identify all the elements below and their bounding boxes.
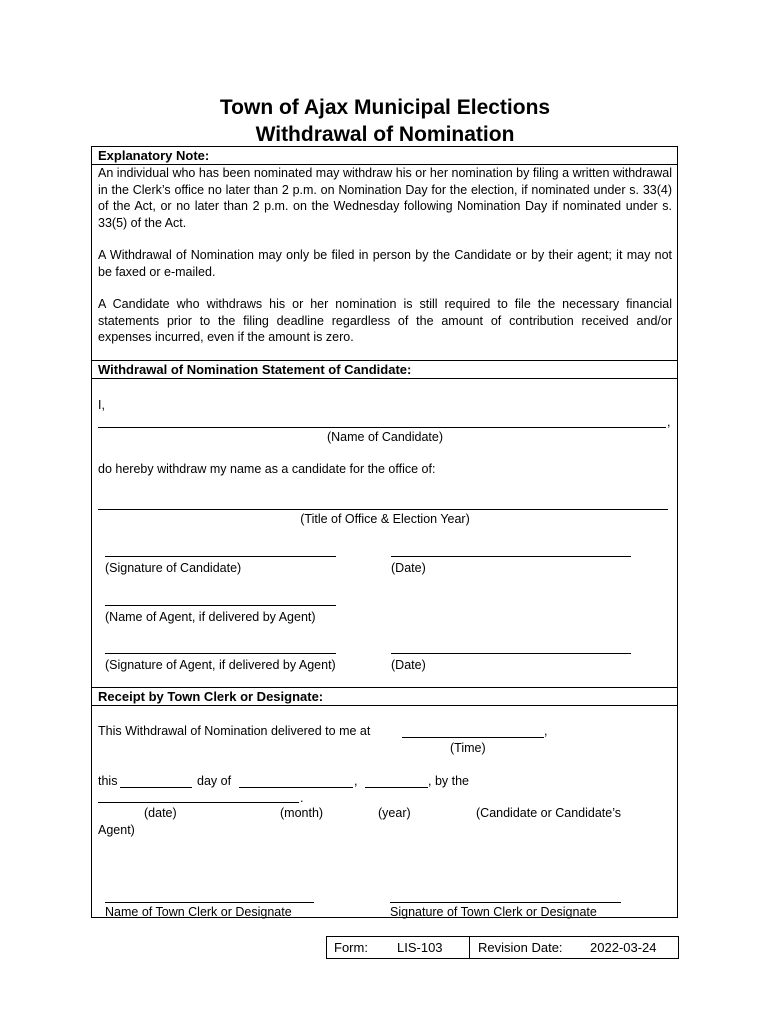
- year-caption: (year): [378, 806, 411, 820]
- agent-signature-caption: (Signature of Agent, if delivered by Agent): [105, 658, 336, 672]
- withdraw-text: do hereby withdraw my name as a candidate for the office of:: [98, 462, 436, 476]
- office-title-field[interactable]: [98, 509, 668, 510]
- month-comma: ,: [354, 774, 358, 788]
- form-number: LIS-103: [397, 940, 443, 955]
- form-container: [91, 146, 678, 918]
- candidate-date-field[interactable]: [391, 556, 631, 557]
- office-title-caption: (Title of Office & Election Year): [300, 512, 470, 526]
- explanatory-heading: Explanatory Note:: [92, 147, 677, 165]
- revision-date: 2022-03-24: [590, 940, 657, 955]
- candidate-date-caption: (Date): [391, 561, 426, 575]
- agent-signature-field[interactable]: [105, 653, 336, 654]
- delivered-by-field[interactable]: [98, 802, 299, 803]
- candidate-name-caption: (Name of Candidate): [326, 430, 444, 444]
- explanatory-paragraph-2: A Withdrawal of Nomination may only be filed in person by the Candidate or by their agent; it may not be faxed or e-mailed.: [98, 248, 672, 279]
- date-caption: (date): [144, 806, 177, 820]
- candidate-agent-caption: (Candidate or Candidate’s: [476, 806, 622, 820]
- clerk-name-field[interactable]: [105, 902, 314, 903]
- i-label: I,: [98, 398, 105, 412]
- by-the-label: , by the: [428, 774, 469, 788]
- explanatory-paragraph-3: A Candidate who withdraws his or her nomination is still required to file the necessary financial statements prior to the filing deadline regardless of the amount of contribution received and/or expenses incurred, even if the amount is zero.: [98, 297, 672, 344]
- time-caption: (Time): [450, 741, 486, 755]
- clerk-signature-field[interactable]: [390, 902, 621, 903]
- agent-name-field[interactable]: [105, 605, 336, 606]
- form-divider: [469, 937, 470, 958]
- candidate-name-field[interactable]: [98, 427, 666, 428]
- statement-heading: Withdrawal of Nomination Statement of Candidate:: [92, 360, 677, 379]
- receipt-heading: Receipt by Town Clerk or Designate:: [92, 687, 677, 706]
- time-field[interactable]: [402, 737, 544, 738]
- document-title: Town of Ajax Municipal Elections: [219, 96, 551, 119]
- delivered-text: This Withdrawal of Nomination delivered to me at: [98, 724, 371, 738]
- delivered-period: .: [300, 791, 304, 805]
- revision-label: Revision Date:: [478, 940, 563, 955]
- explanatory-paragraph-1: An individual who has been nominated may withdraw his or her nomination by filing a written withdrawal in the Clerk’s office no later than 2 p.m. on Nomination Day for the election, if nominated under s. 33(4) of the Act, or no later than 2 p.m. on the Wednesday following Nomination Day if nominated under s. 33(5) of the Act.: [98, 166, 672, 230]
- candidate-signature-field[interactable]: [105, 556, 336, 557]
- agent-date-field[interactable]: [391, 653, 631, 654]
- month-field[interactable]: [239, 787, 353, 788]
- year-field[interactable]: [365, 787, 428, 788]
- agent-name-caption: (Name of Agent, if delivered by Agent): [105, 610, 316, 624]
- name-comma: ,: [667, 415, 671, 429]
- form-info-box: [326, 936, 679, 959]
- clerk-name-caption: Name of Town Clerk or Designate: [105, 905, 292, 919]
- agent-date-caption: (Date): [391, 658, 426, 672]
- day-of-label: day of: [197, 774, 232, 788]
- delivered-comma: ,: [544, 724, 548, 738]
- this-label: this: [98, 774, 118, 788]
- agent-word: Agent): [98, 823, 135, 837]
- clerk-signature-caption: Signature of Town Clerk or Designate: [390, 905, 597, 919]
- candidate-signature-caption: (Signature of Candidate): [105, 561, 242, 575]
- day-field[interactable]: [120, 787, 192, 788]
- document-subtitle: Withdrawal of Nomination: [255, 123, 515, 146]
- month-caption: (month): [280, 806, 324, 820]
- form-label: Form:: [334, 940, 368, 955]
